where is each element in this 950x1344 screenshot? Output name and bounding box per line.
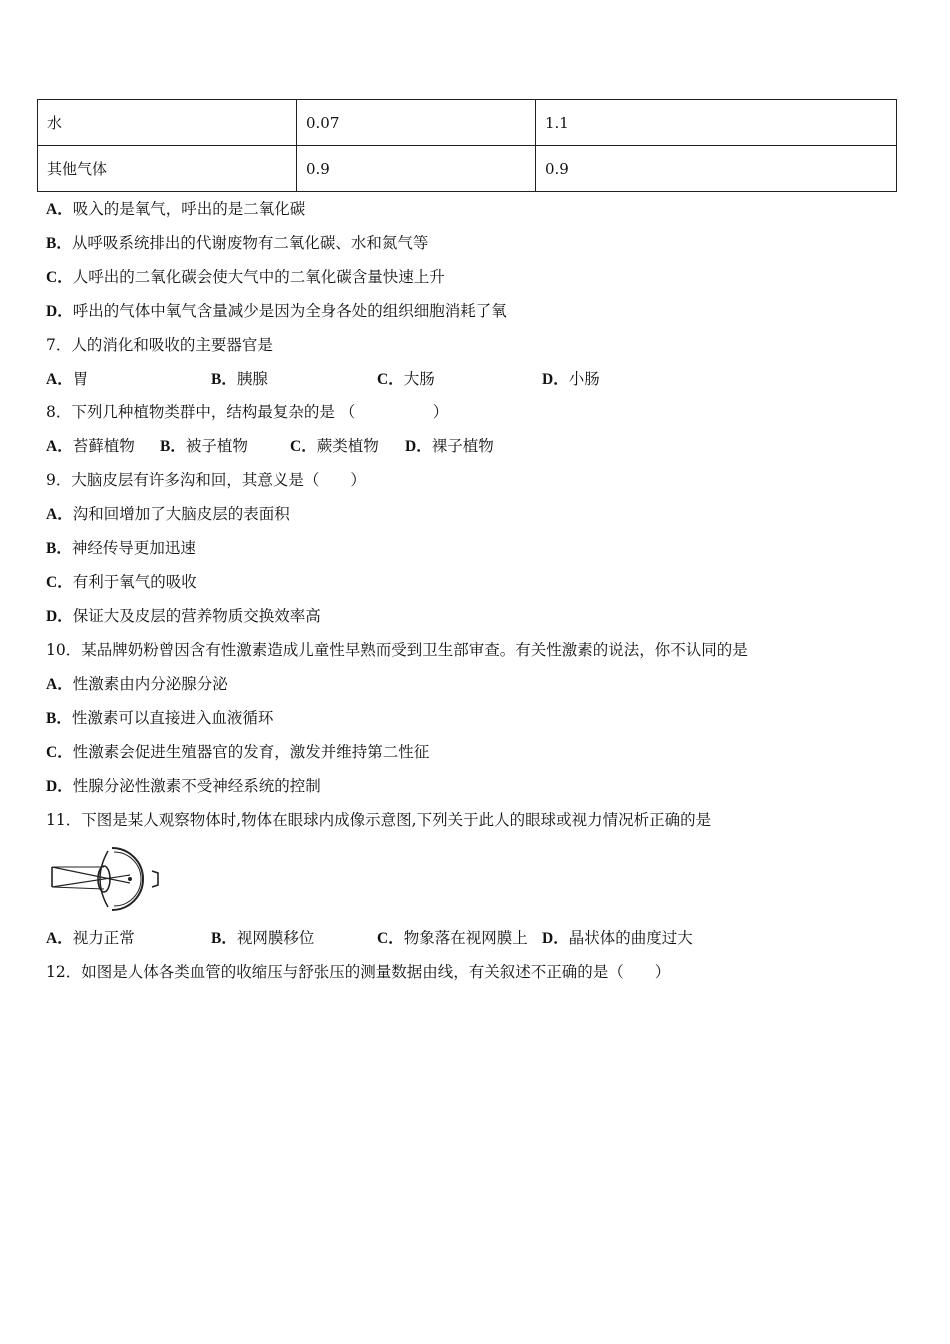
q10-option-b[interactable]	[46, 708, 273, 729]
optic-nerve	[152, 871, 158, 887]
option-text: 晶状体的曲度过大	[568, 929, 693, 947]
table-cell-name: 水	[38, 100, 297, 146]
q11-stem: 11．下图是某人观察物体时,物体在眼球内成像示意图,下列关于此人的眼球或视力情况析正确的是	[46, 811, 712, 829]
q9-option-c[interactable]	[46, 572, 197, 593]
focal-point	[128, 877, 132, 881]
option-label: D．	[542, 930, 569, 947]
q8-option-a[interactable]	[46, 436, 135, 457]
q6-option-c[interactable]	[46, 267, 445, 288]
q9-option-a[interactable]	[46, 504, 290, 525]
option-text: 蕨类植物	[316, 437, 379, 455]
q8-option-d[interactable]	[405, 436, 494, 457]
option-label: C．	[290, 438, 317, 455]
table-cell-name: 其他气体	[38, 146, 297, 192]
option-text: 胰腺	[236, 370, 268, 388]
table-cell-exhaled: 1.1	[536, 100, 897, 146]
q7-option-a[interactable]	[46, 369, 88, 390]
q11-option-a[interactable]	[46, 928, 135, 949]
option-text: 性激素可以直接进入血液循环	[71, 709, 274, 727]
q8-option-b[interactable]	[160, 436, 248, 457]
gas-composition-table	[37, 99, 897, 192]
option-text: 物象落在视网膜上	[403, 929, 528, 947]
q7-stem: 7．人的消化和吸收的主要器官是	[46, 336, 273, 354]
option-text: 沟和回增加了大脑皮层的表面积	[72, 505, 290, 523]
option-label: A．	[46, 371, 73, 388]
option-text: 性激素会促进生殖器官的发育，激发并维持第二性征	[72, 743, 430, 761]
q6-option-b[interactable]	[46, 233, 428, 254]
option-text: 大肠	[403, 370, 435, 388]
option-label: A．	[46, 201, 73, 218]
option-label: A．	[46, 506, 73, 523]
q10-option-d[interactable]	[46, 776, 321, 797]
option-text: 视网膜移位	[236, 929, 315, 947]
option-text: 呼出的气体中氧气含量减少是因为全身各处的组织细胞消耗了氧	[72, 302, 507, 320]
option-label: A．	[46, 676, 73, 693]
q10-stem: 10．某品牌奶粉曾因含有性激素造成儿童性早熟而受到卫生部审查。有关性激素的说法，你不认同的是	[46, 641, 748, 659]
table-row	[38, 100, 897, 146]
option-label: B．	[46, 710, 72, 727]
option-label: B．	[46, 235, 72, 252]
q10-option-c[interactable]	[46, 742, 429, 763]
option-text: 胃	[72, 370, 89, 388]
option-label: D．	[542, 371, 569, 388]
q6-option-d[interactable]	[46, 301, 507, 322]
q7-option-b[interactable]	[211, 369, 268, 390]
table-cell-inhaled: 0.9	[297, 146, 536, 192]
option-label: D．	[46, 778, 73, 795]
option-label: C．	[46, 574, 73, 591]
option-text: 保证大及皮层的营养物质交换效率高	[72, 607, 321, 625]
option-text: 被子植物	[185, 437, 248, 455]
option-label: B．	[160, 438, 186, 455]
option-label: B．	[211, 371, 237, 388]
option-text: 小肠	[568, 370, 600, 388]
eyeball-outline	[112, 848, 143, 910]
option-text: 人呼出的二氧化碳会使大气中的二氧化碳含量快速上升	[72, 268, 445, 286]
q9-option-d[interactable]	[46, 606, 321, 627]
option-text: 裸子植物	[431, 437, 494, 455]
q10-option-a[interactable]	[46, 674, 228, 695]
option-label: D．	[405, 438, 432, 455]
q11-option-d[interactable]	[542, 928, 693, 949]
option-text: 有利于氧气的吸收	[72, 573, 197, 591]
table-row	[38, 146, 897, 192]
option-text: 苔藓植物	[72, 437, 135, 455]
q9-stem: 9．大脑皮层有许多沟和回，其意义是（ ）	[46, 471, 366, 489]
eyeball-diagram	[48, 843, 160, 913]
q8-option-c[interactable]	[290, 436, 379, 457]
q11-option-c[interactable]	[377, 928, 528, 949]
q8-stem: 8．下列几种植物类群中，结构最复杂的是 （ ）	[46, 403, 449, 421]
light-ray	[52, 887, 104, 889]
table-cell-inhaled: 0.07	[297, 100, 536, 146]
option-label: B．	[211, 930, 237, 947]
option-label: C．	[377, 371, 404, 388]
q7-option-c[interactable]	[377, 369, 435, 390]
option-text: 吸入的是氧气，呼出的是二氧化碳	[72, 200, 306, 218]
option-text: 性激素由内分泌腺分泌	[72, 675, 228, 693]
option-text: 性腺分泌性激素不受神经系统的控制	[72, 777, 321, 795]
option-text: 视力正常	[72, 929, 135, 947]
option-label: A．	[46, 438, 73, 455]
option-label: C．	[46, 744, 73, 761]
q11-option-b[interactable]	[211, 928, 314, 949]
option-label: A．	[46, 930, 73, 947]
q6-option-a[interactable]	[46, 199, 305, 220]
table-cell-exhaled: 0.9	[536, 146, 897, 192]
option-label: D．	[46, 608, 73, 625]
option-text: 从呼吸系统排出的代谢废物有二氧化碳、水和氮气等	[71, 234, 429, 252]
option-label: D．	[46, 303, 73, 320]
option-label: C．	[377, 930, 404, 947]
q12-stem: 12．如图是人体各类血管的收缩压与舒张压的测量数据由线，有关叙述不正确的是（ ）	[46, 963, 671, 981]
option-label: C．	[46, 269, 73, 286]
q9-option-b[interactable]	[46, 538, 196, 559]
option-label: B．	[46, 540, 72, 557]
q7-option-d[interactable]	[542, 369, 600, 390]
option-text: 神经传导更加迅速	[71, 539, 196, 557]
